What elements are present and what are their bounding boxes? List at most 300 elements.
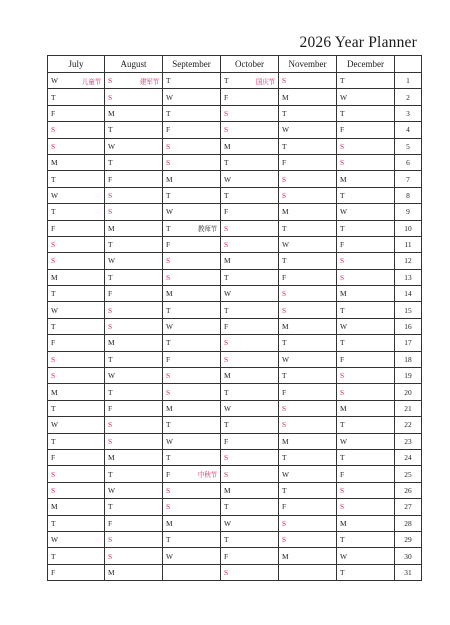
weekday-letter: T	[166, 453, 171, 463]
day-cell[interactable]	[337, 335, 395, 351]
day-cell[interactable]	[279, 433, 337, 449]
day-cell[interactable]	[337, 351, 395, 367]
day-number: 24	[395, 449, 422, 465]
day-cell[interactable]	[163, 171, 221, 187]
day-cell[interactable]	[163, 400, 221, 416]
weekday-letter: T	[166, 76, 171, 86]
weekday-letter: W	[51, 535, 58, 545]
day-cell[interactable]	[48, 433, 105, 449]
day-cell[interactable]	[279, 220, 337, 236]
day-cell[interactable]	[279, 187, 337, 203]
day-cell[interactable]	[337, 236, 395, 252]
day-row	[48, 449, 422, 465]
day-cell[interactable]	[163, 384, 221, 400]
day-number: 6	[395, 154, 422, 170]
weekday-letter: T	[108, 387, 113, 397]
weekday-letter: F	[108, 289, 113, 299]
day-cell[interactable]	[163, 286, 221, 302]
day-cell[interactable]	[163, 368, 221, 384]
day-cell[interactable]	[105, 433, 163, 449]
weekday-letter: F	[108, 404, 113, 413]
weekday-letter: F	[166, 125, 171, 135]
day-cell[interactable]	[105, 515, 163, 531]
day-cell[interactable]	[337, 154, 395, 170]
day-cell[interactable]	[279, 368, 337, 384]
day-row	[48, 482, 422, 498]
holiday-label: 教师节	[197, 225, 217, 234]
weekday-letter: F	[51, 338, 56, 348]
day-cell[interactable]	[163, 269, 221, 285]
weekday-letter: M	[282, 92, 289, 102]
weekday-letter: W	[340, 322, 347, 332]
weekday-letter: S	[282, 76, 287, 86]
day-cell[interactable]	[221, 122, 279, 138]
weekday-letter: S	[108, 420, 113, 430]
day-cell[interactable]	[221, 499, 279, 515]
weekday-letter: M	[108, 108, 115, 118]
day-cell[interactable]	[337, 499, 395, 515]
day-cell[interactable]	[163, 318, 221, 334]
day-cell[interactable]	[48, 531, 105, 547]
weekday-letter: S	[51, 354, 56, 364]
day-cell[interactable]	[337, 449, 395, 465]
month-header: December	[337, 56, 395, 73]
day-cell[interactable]	[221, 449, 279, 465]
day-cell[interactable]	[279, 499, 337, 515]
day-cell[interactable]	[279, 138, 337, 154]
weekday-letter: F	[340, 354, 345, 364]
day-cell[interactable]	[163, 253, 221, 269]
weekday-letter: W	[282, 240, 289, 250]
day-cell[interactable]	[337, 318, 395, 334]
weekday-letter: F	[340, 469, 345, 479]
day-cell[interactable]	[105, 187, 163, 203]
day-cell[interactable]	[279, 154, 337, 170]
weekday-letter: M	[51, 158, 58, 168]
weekday-letter: M	[340, 289, 347, 299]
day-cell[interactable]	[337, 138, 395, 154]
day-cell[interactable]	[221, 105, 279, 121]
day-cell[interactable]	[105, 368, 163, 384]
day-row	[48, 318, 422, 334]
day-cell[interactable]	[221, 220, 279, 236]
day-cell[interactable]	[163, 531, 221, 547]
weekday-letter: W	[108, 141, 115, 151]
day-cell[interactable]	[48, 466, 105, 482]
weekday-letter: T	[224, 272, 229, 282]
weekday-letter: F	[108, 174, 113, 184]
day-cell[interactable]	[279, 482, 337, 498]
day-cell[interactable]	[105, 417, 163, 433]
day-cell[interactable]	[48, 499, 105, 515]
day-cell[interactable]	[279, 515, 337, 531]
weekday-letter: M	[166, 404, 173, 413]
day-cell[interactable]	[48, 384, 105, 400]
weekday-letter: S	[51, 371, 56, 381]
day-cell[interactable]	[48, 269, 105, 285]
day-cell[interactable]	[337, 105, 395, 121]
day-cell[interactable]	[163, 73, 221, 89]
day-cell[interactable]	[337, 531, 395, 547]
day-cell[interactable]	[221, 138, 279, 154]
day-cell[interactable]	[221, 548, 279, 564]
day-cell[interactable]	[163, 187, 221, 203]
weekday-letter: F	[224, 322, 229, 332]
day-cell[interactable]	[163, 466, 221, 482]
day-cell[interactable]	[221, 482, 279, 498]
weekday-letter: S	[282, 535, 287, 545]
day-cell[interactable]	[279, 89, 337, 105]
day-cell[interactable]	[279, 318, 337, 334]
weekday-letter: S	[166, 158, 171, 168]
day-cell[interactable]	[163, 105, 221, 121]
day-cell[interactable]	[105, 351, 163, 367]
weekday-letter: M	[282, 322, 289, 332]
day-cell[interactable]	[279, 400, 337, 416]
day-cell[interactable]	[337, 368, 395, 384]
day-cell[interactable]	[48, 368, 105, 384]
weekday-letter: T	[224, 387, 229, 397]
day-cell[interactable]	[48, 351, 105, 367]
day-cell[interactable]	[105, 548, 163, 564]
weekday-letter: S	[166, 141, 171, 151]
day-number: 5	[395, 138, 422, 154]
day-cell[interactable]	[105, 138, 163, 154]
weekday-letter: W	[108, 485, 115, 495]
day-number: 14	[395, 286, 422, 302]
day-cell[interactable]	[221, 302, 279, 318]
day-cell[interactable]	[163, 515, 221, 531]
day-cell[interactable]	[279, 466, 337, 482]
day-cell[interactable]	[105, 89, 163, 105]
day-number: 18	[395, 351, 422, 367]
day-cell[interactable]	[48, 122, 105, 138]
weekday-letter: W	[51, 190, 58, 200]
weekday-letter: T	[224, 305, 229, 315]
day-cell[interactable]	[163, 433, 221, 449]
weekday-letter: T	[340, 567, 345, 577]
day-cell[interactable]	[221, 236, 279, 252]
weekday-letter: S	[224, 108, 229, 118]
day-cell[interactable]	[48, 89, 105, 105]
day-cell[interactable]	[279, 531, 337, 547]
day-cell[interactable]	[163, 351, 221, 367]
day-cell[interactable]	[337, 204, 395, 220]
day-cell[interactable]	[337, 433, 395, 449]
day-cell[interactable]	[163, 154, 221, 170]
day-cell[interactable]	[105, 154, 163, 170]
weekday-letter: T	[108, 354, 113, 364]
weekday-letter: T	[166, 108, 171, 118]
day-cell[interactable]	[105, 318, 163, 334]
day-cell[interactable]	[279, 384, 337, 400]
day-cell[interactable]	[279, 335, 337, 351]
day-cell[interactable]	[105, 171, 163, 187]
day-cell[interactable]	[163, 138, 221, 154]
day-cell[interactable]	[48, 302, 105, 318]
day-cell[interactable]	[105, 564, 163, 580]
weekday-letter: F	[224, 551, 229, 561]
weekday-letter: W	[166, 551, 173, 561]
weekday-letter: M	[282, 551, 289, 561]
day-number: 1	[395, 73, 422, 89]
day-cell[interactable]	[221, 171, 279, 187]
day-cell[interactable]	[221, 564, 279, 580]
weekday-letter: S	[166, 272, 171, 282]
day-cell[interactable]	[279, 253, 337, 269]
day-number: 16	[395, 318, 422, 334]
day-cell[interactable]	[105, 105, 163, 121]
day-cell[interactable]	[221, 368, 279, 384]
day-cell[interactable]	[337, 269, 395, 285]
day-cell[interactable]	[221, 253, 279, 269]
day-cell[interactable]	[163, 122, 221, 138]
day-cell[interactable]	[48, 253, 105, 269]
day-cell[interactable]	[221, 466, 279, 482]
day-cell[interactable]	[163, 89, 221, 105]
day-number: 12	[395, 253, 422, 269]
day-cell[interactable]	[48, 236, 105, 252]
day-cell[interactable]	[337, 400, 395, 416]
day-cell[interactable]	[337, 122, 395, 138]
day-number: 15	[395, 302, 422, 318]
day-cell[interactable]	[279, 269, 337, 285]
day-cell[interactable]	[48, 417, 105, 433]
day-cell[interactable]	[105, 531, 163, 547]
day-cell[interactable]	[48, 548, 105, 564]
day-cell[interactable]	[163, 482, 221, 498]
day-cell[interactable]	[337, 89, 395, 105]
day-cell[interactable]	[279, 105, 337, 121]
day-cell[interactable]	[48, 204, 105, 220]
day-cell[interactable]	[337, 466, 395, 482]
day-cell[interactable]	[105, 269, 163, 285]
day-cell[interactable]	[337, 417, 395, 433]
day-cell[interactable]	[105, 384, 163, 400]
day-cell[interactable]	[163, 449, 221, 465]
day-cell[interactable]	[337, 302, 395, 318]
weekday-letter: S	[282, 518, 287, 528]
day-cell[interactable]	[221, 335, 279, 351]
day-cell[interactable]	[48, 138, 105, 154]
day-cell[interactable]	[337, 286, 395, 302]
day-cell[interactable]	[337, 187, 395, 203]
weekday-letter: F	[224, 436, 229, 446]
weekday-letter: S	[51, 256, 56, 266]
day-cell[interactable]	[279, 122, 337, 138]
weekday-letter: M	[224, 371, 231, 381]
weekday-letter: S	[108, 535, 113, 545]
day-cell[interactable]	[105, 302, 163, 318]
day-cell[interactable]	[279, 417, 337, 433]
day-cell[interactable]	[105, 466, 163, 482]
month-header: November	[279, 56, 337, 73]
weekday-letter: S	[282, 404, 287, 413]
day-cell[interactable]	[279, 564, 337, 580]
day-row	[48, 236, 422, 252]
day-cell[interactable]	[105, 122, 163, 138]
day-row	[48, 105, 422, 121]
day-cell[interactable]	[105, 400, 163, 416]
day-cell[interactable]	[221, 400, 279, 416]
weekday-letter: S	[108, 207, 113, 217]
day-cell[interactable]	[337, 548, 395, 564]
day-cell[interactable]	[48, 105, 105, 121]
day-cell[interactable]	[279, 204, 337, 220]
day-cell[interactable]	[221, 417, 279, 433]
day-cell[interactable]	[221, 433, 279, 449]
day-cell[interactable]	[48, 154, 105, 170]
day-cell[interactable]	[48, 318, 105, 334]
weekday-letter: F	[282, 158, 287, 168]
weekday-letter: S	[224, 567, 229, 577]
day-cell[interactable]	[48, 564, 105, 580]
day-cell[interactable]	[105, 236, 163, 252]
day-number: 22	[395, 417, 422, 433]
day-cell[interactable]	[105, 253, 163, 269]
day-cell[interactable]	[163, 236, 221, 252]
day-row	[48, 138, 422, 154]
day-cell[interactable]	[337, 220, 395, 236]
day-cell[interactable]	[48, 220, 105, 236]
day-number: 20	[395, 384, 422, 400]
header-row	[48, 56, 422, 73]
weekday-letter: M	[108, 453, 115, 463]
weekday-letter: F	[282, 387, 287, 397]
day-cell[interactable]	[221, 515, 279, 531]
day-cell[interactable]	[105, 286, 163, 302]
weekday-letter: S	[51, 141, 56, 151]
weekday-letter: S	[340, 272, 345, 282]
day-cell[interactable]	[279, 171, 337, 187]
planner-body	[48, 73, 422, 581]
day-cell[interactable]	[279, 302, 337, 318]
day-cell[interactable]	[163, 548, 221, 564]
day-row	[48, 564, 422, 580]
day-cell[interactable]	[163, 564, 221, 580]
weekday-letter: F	[51, 453, 56, 463]
day-number-header	[395, 56, 422, 73]
day-cell[interactable]	[221, 531, 279, 547]
weekday-letter: S	[108, 436, 113, 446]
day-cell[interactable]	[337, 171, 395, 187]
day-cell[interactable]	[163, 204, 221, 220]
day-cell[interactable]	[48, 515, 105, 531]
weekday-letter: S	[51, 240, 56, 250]
day-cell[interactable]	[221, 351, 279, 367]
weekday-letter: W	[282, 125, 289, 135]
day-cell[interactable]	[337, 253, 395, 269]
day-cell[interactable]	[221, 154, 279, 170]
day-cell[interactable]	[221, 286, 279, 302]
day-cell[interactable]	[337, 564, 395, 580]
month-header: September	[163, 56, 221, 73]
day-cell[interactable]	[279, 449, 337, 465]
day-cell[interactable]	[279, 351, 337, 367]
weekday-letter: T	[282, 338, 287, 348]
day-cell[interactable]	[337, 515, 395, 531]
day-cell[interactable]	[337, 482, 395, 498]
day-number: 31	[395, 564, 422, 580]
day-row	[48, 417, 422, 433]
weekday-letter: S	[224, 223, 229, 233]
weekday-letter: T	[108, 502, 113, 512]
day-cell[interactable]	[279, 548, 337, 564]
day-row	[48, 122, 422, 138]
weekday-letter: M	[51, 272, 58, 282]
day-cell[interactable]	[48, 400, 105, 416]
weekday-letter: M	[166, 518, 173, 528]
weekday-letter: T	[340, 535, 345, 545]
day-cell[interactable]	[105, 73, 163, 89]
weekday-letter: S	[224, 469, 229, 479]
day-cell[interactable]	[105, 220, 163, 236]
day-cell[interactable]	[163, 302, 221, 318]
day-cell[interactable]	[48, 187, 105, 203]
weekday-letter: T	[340, 453, 345, 463]
weekday-letter: M	[51, 502, 58, 512]
day-cell[interactable]	[105, 499, 163, 515]
weekday-letter: M	[282, 207, 289, 217]
day-cell[interactable]	[221, 204, 279, 220]
day-cell[interactable]	[221, 187, 279, 203]
day-cell[interactable]	[48, 73, 105, 89]
day-cell[interactable]	[48, 449, 105, 465]
day-cell[interactable]	[163, 335, 221, 351]
day-cell[interactable]	[221, 269, 279, 285]
day-number: 10	[395, 220, 422, 236]
day-cell[interactable]	[48, 335, 105, 351]
day-cell[interactable]	[337, 384, 395, 400]
day-cell[interactable]	[48, 171, 105, 187]
day-cell[interactable]	[221, 89, 279, 105]
day-cell[interactable]	[221, 73, 279, 89]
day-row	[48, 253, 422, 269]
day-number: 7	[395, 171, 422, 187]
day-cell[interactable]	[48, 482, 105, 498]
weekday-letter: T	[166, 223, 171, 233]
day-number: 29	[395, 531, 422, 547]
holiday-label: 国庆节	[255, 77, 275, 86]
day-cell[interactable]	[279, 286, 337, 302]
weekday-letter: T	[282, 223, 287, 233]
weekday-letter: W	[166, 436, 173, 446]
weekday-letter: T	[51, 207, 56, 217]
day-cell[interactable]	[105, 335, 163, 351]
day-cell[interactable]	[279, 73, 337, 89]
day-cell[interactable]	[163, 220, 221, 236]
day-cell[interactable]	[279, 236, 337, 252]
day-cell[interactable]	[337, 73, 395, 89]
day-cell[interactable]	[163, 417, 221, 433]
holiday-label: 中秋节	[197, 471, 217, 480]
weekday-letter: W	[224, 518, 231, 528]
day-cell[interactable]	[48, 286, 105, 302]
weekday-letter: T	[224, 502, 229, 512]
day-cell[interactable]	[163, 499, 221, 515]
day-cell[interactable]	[221, 384, 279, 400]
weekday-letter: T	[51, 551, 56, 561]
day-cell[interactable]	[105, 204, 163, 220]
weekday-letter: S	[51, 469, 56, 479]
weekday-letter: F	[340, 240, 345, 250]
day-cell[interactable]	[105, 482, 163, 498]
weekday-letter: T	[224, 158, 229, 168]
day-cell[interactable]	[105, 449, 163, 465]
weekday-letter: T	[108, 158, 113, 168]
day-cell[interactable]	[221, 318, 279, 334]
day-number: 30	[395, 548, 422, 564]
